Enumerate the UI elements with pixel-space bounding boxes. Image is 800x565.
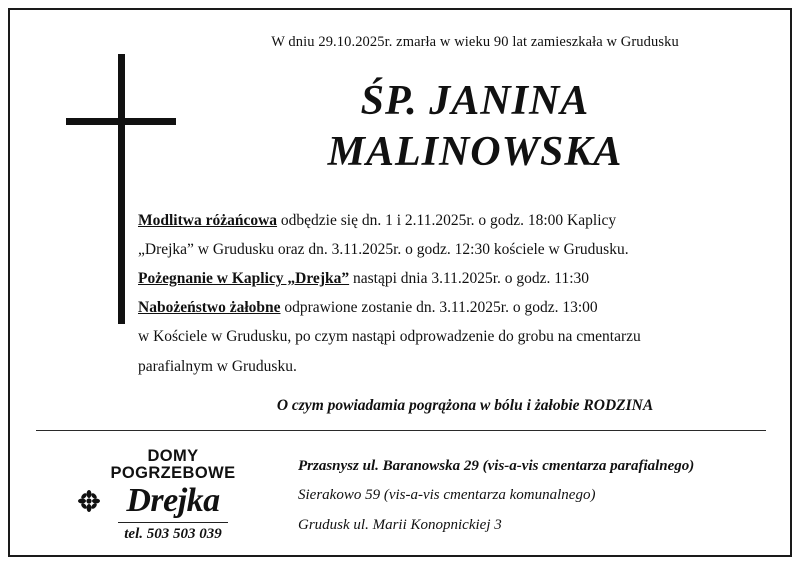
deceased-name-line-1: ŚP. JANINA	[360, 78, 590, 124]
detail-paragraph	[138, 208, 782, 233]
deceased-name	[168, 78, 782, 176]
cross-horizontal-bar	[66, 118, 176, 125]
phone-number[interactable]: tel. 503 503 039	[118, 522, 228, 543]
death-announcement-line: W dniu 29.10.2025r. zmarła w wieku 90 lat zamieszkała w Grudusku	[271, 34, 679, 50]
detail-text: w Kościele w Grudusku, po czym nastąpi odprowadzenie do grobu na cmentarzu	[138, 328, 641, 346]
detail-text: parafialnym w Grudusku.	[138, 357, 297, 375]
detail-paragraph	[138, 354, 782, 379]
family-statement: O czym powiadamia pogrążona w bólu i żałobie RODZINA	[276, 396, 654, 414]
funeral-home-footer	[36, 440, 766, 550]
logo-line-1: DOMY	[147, 447, 199, 465]
address-line: Sierakowo 59 (vis-a-vis cmentarza komunalnego)	[298, 487, 596, 504]
detail-paragraph	[138, 237, 782, 262]
detail-paragraph	[138, 266, 782, 291]
ceremony-details	[138, 208, 782, 418]
detail-heading: Modlitwa różańcowa	[138, 212, 278, 229]
cross-vertical-bar	[118, 54, 125, 324]
detail-heading: Nabożeństwo żałobne	[138, 299, 281, 317]
address-line: Przasnysz ul. Baranowska 29 (vis-a-vis cmentarza parafialnego)	[298, 458, 695, 474]
detail-heading: Pożegnanie w Kaplicy „Drejka”	[138, 270, 350, 288]
logo-line-2: POGRZEBOWE	[110, 464, 236, 483]
deceased-name-line-2: MALINOWSKA	[327, 129, 623, 176]
logo-brand-text: Drejka	[126, 481, 220, 519]
detail-text: nastąpi dnia 3.11.2025r. o godz. 11:30	[349, 270, 590, 288]
flower-icon	[76, 488, 102, 514]
page-content	[18, 16, 782, 549]
detail-paragraph	[138, 324, 782, 349]
detail-text: odbędzie się dn. 1 i 2.11.2025r. o godz. 18:00 Kaplicy	[277, 212, 617, 229]
funeral-home-logo	[70, 448, 276, 543]
footer-divider	[36, 430, 766, 431]
branch-addresses	[298, 452, 758, 540]
detail-text: „Drejka” w Grudusku oraz dn. 3.11.2025r. o godz. 12:30 kościele w Grudusku.	[138, 241, 629, 259]
detail-text: odprawione zostanie dn. 3.11.2025r. o godz. 13:00	[280, 299, 598, 317]
address-line: Grudusk ul. Marii Konopnickiej 3	[298, 516, 502, 533]
detail-paragraph	[138, 295, 782, 320]
